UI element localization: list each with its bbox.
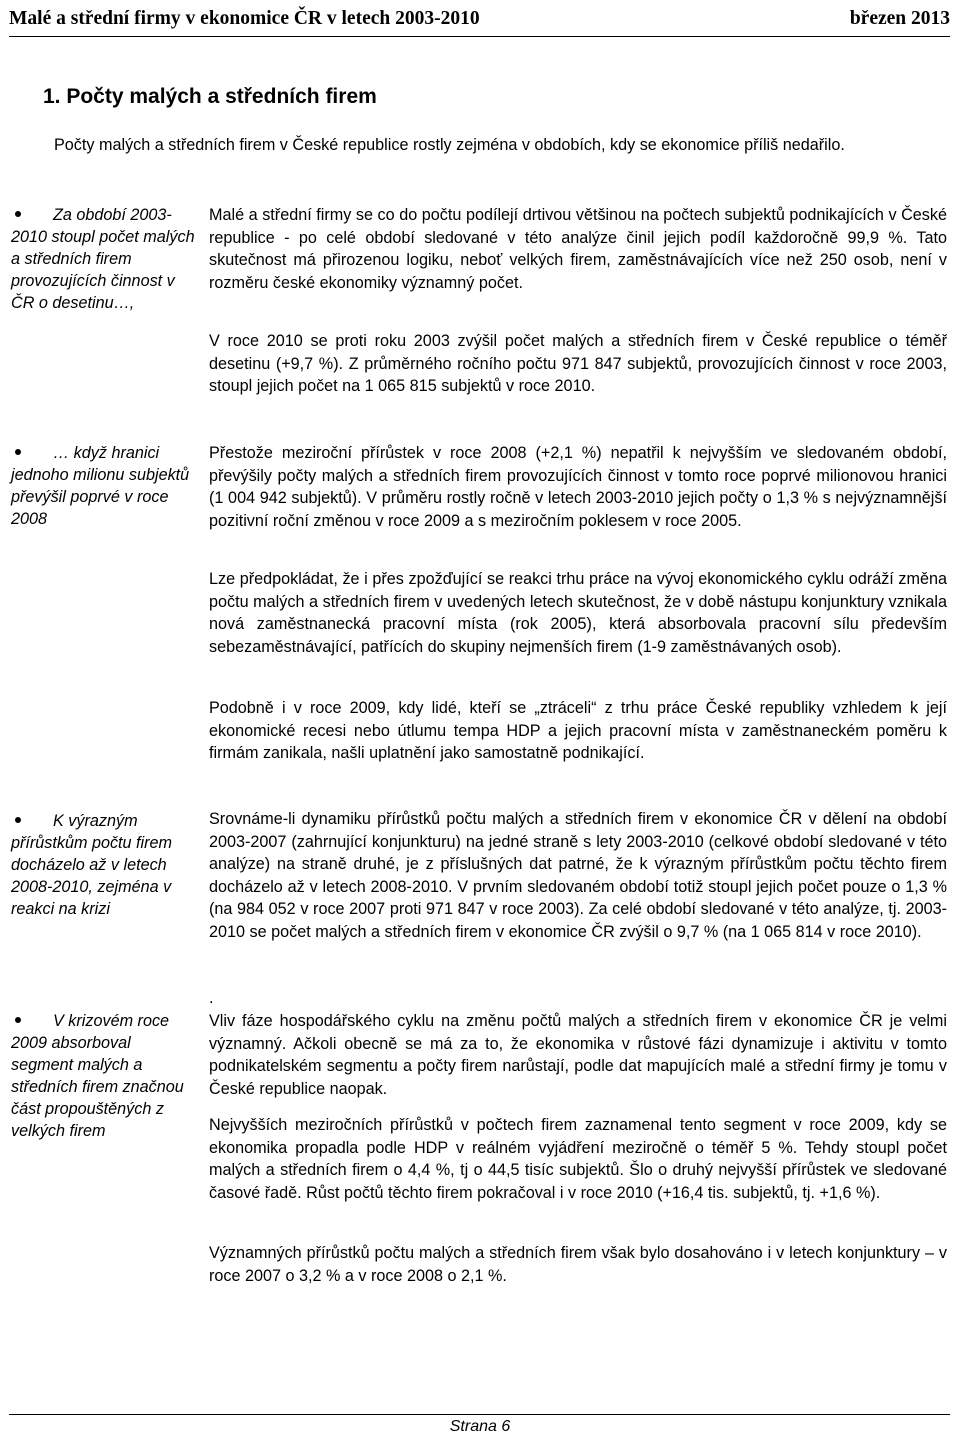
bullet-icon — [15, 817, 21, 823]
page-number: Strana 6 — [449, 1418, 511, 1435]
sidebar-note — [11, 810, 197, 920]
bullet-icon — [15, 449, 21, 455]
sidebar-note-text: Za období 2003-2010 stoupl počet malých a středních firem provozujících činnost v ČR o desetinu…, — [11, 206, 195, 312]
sidebar-note — [11, 442, 197, 530]
bullet-icon — [15, 1017, 21, 1023]
footer-divider — [9, 1414, 950, 1415]
body-paragraph: Vliv fáze hospodářského cyklu na změnu počtů malých a středních firem v ekonomice ČR je velmi významný. Ačkoli obecně se má za to, že ekonomika v růstové fázi dynamizuje i aktivitu v tomto podnikatelském segmentu a počty firem narůstají, podle dat mapujících malé a střední firmy je tomu v České republice naopak. — [209, 1012, 947, 1098]
body-paragraph: Lze předpokládat, že i přes zpožďující se reakci trhu práce na vývoj ekonomického cyklu odráží změna počtu malých a středních firem v uvedených letech skutečnost, že v době nástupu konjunktury vznikala nová zaměstnanecká pracovní místa (rok 2005), která absorbovala pracovní sílu především sebezaměstnávající, patřících do skupiny nejmenších firem (1-9 zaměstnávaných osob). — [209, 570, 947, 656]
sidebar-note-text: … když hranici jednoho milionu subjektů převýšil poprvé v roce 2008 — [11, 444, 190, 528]
sidebar-note — [11, 1010, 197, 1142]
sidebar-note-text: K výrazným přírůstkům počtu firem docházelo až v letech 2008-2010, zejména v reakci na krizi — [11, 812, 173, 918]
sidebar-note — [11, 204, 197, 314]
header-title: Malé a střední firmy v ekonomice ČR v letech 2003-2010 — [9, 8, 480, 29]
body-paragraph: Nejvyšších meziročních přírůstků v počtech firem zaznamenal tento segment v roce 2009, kdy se ekonomika propadla podle HDP v reálném vyjádření meziročně o téměř 5 %. Tehdy stoupl počet malých a středních firem o 4,4 %, tj o 44,5 tisíc subjektů. Šlo o druhý nejvyšší přírůstek ve sledované časové řadě. Růst počtů těchto firem pokračoval i v roce 2010 (+16,4 tis. subjektů, tj. +1,6 %). — [209, 1116, 947, 1202]
intro-paragraph: Počty malých a středních firem v České republice rostly zejména v obdobích, kdy se ekonomice příliš nedařilo. — [54, 136, 845, 154]
bullet-icon — [15, 211, 21, 217]
body-paragraph: . — [209, 989, 214, 1007]
body-paragraph: Přestože meziroční přírůstek v roce 2008 (+2,1 %) nepatřil k nejvyšším ve sledovaném období, převýšily počty malých a středních firem provozujících činnost v tomto roce poprvé milionovou hranici (1 004 942 subjektů). V průměru rostly ročně v letech 2003-2010 jejich počty o 1,3 % s nejvýznamnější pozitivní roční změnou v roce 2009 a s meziročním poklesem v roce 2005. — [209, 444, 947, 530]
body-paragraph: V roce 2010 se proti roku 2003 zvýšil počet malých a středních firem v České republice o téměř desetinu (+9,7 %). Z průměrného ročního počtu 971 847 subjektů, provozujících činnost v roce 2003, stoupl jejich počet na 1 065 815 subjektů v roce 2010. — [209, 332, 947, 395]
body-paragraph: Srovnáme-li dynamiku přírůstků počtu malých a středních firem v ekonomice ČR v dělení na období 2003-2007 (zahrnující konjunkturu) na jedné straně s lety 2003-2010 (celkové období sledované v této analýze) na straně druhé, je z příslušných dat patrné, že k výrazným přírůstkům počtu těchto firem docházelo až v letech 2008-2010. V prvním sledovaném období totiž stoupl jejich počet pouze o 1,3 % (na 984 052 v roce 2007 proti 971 847 v roce 2003). Za celé období sledované v této analýze, tj. 2003-2010 se počet malých a středních firem v ekonomice ČR zvýšil o 9,7 % (na 1 065 814 v roce 2010). — [209, 810, 947, 941]
body-paragraph: Podobně i v roce 2009, kdy lidé, kteří se „ztráceli“ z trhu práce České republiky vzhledem k její ekonomické recesi nebo útlumu tempa HDP a jejich pracovní místa v zaměstnaneckém poměru k firmám zanikala, našli uplatnění jako samostatně podnikající. — [209, 699, 947, 762]
body-paragraph: Malé a střední firmy se co do počtu podílejí drtivou většinou na počtech subjektů podnikajících v České republice - po celé období sledované v této analýze činil jejich podíl každoročně 99,9 %. Tato skutečnost má přirozenou logiku, neboť velkých firem, zaměstnávajících více než 250 osob, není v rozměru české ekonomiky významný počet. — [209, 206, 947, 292]
body-paragraph: Významných přírůstků počtu malých a středních firem však bylo dosahováno i v letech konjunktury – v roce 2007 o 3,2 % a v roce 2008 o 2,1 %. — [209, 1244, 947, 1285]
page-header — [9, 0, 950, 37]
header-date: březen 2013 — [849, 8, 950, 29]
section-title: 1. Počty malých a středních firem — [43, 85, 377, 108]
sidebar-note-text: V krizovém roce 2009 absorboval segment malých a středních firem značnou část propouštěných z velkých firem — [11, 1012, 184, 1140]
